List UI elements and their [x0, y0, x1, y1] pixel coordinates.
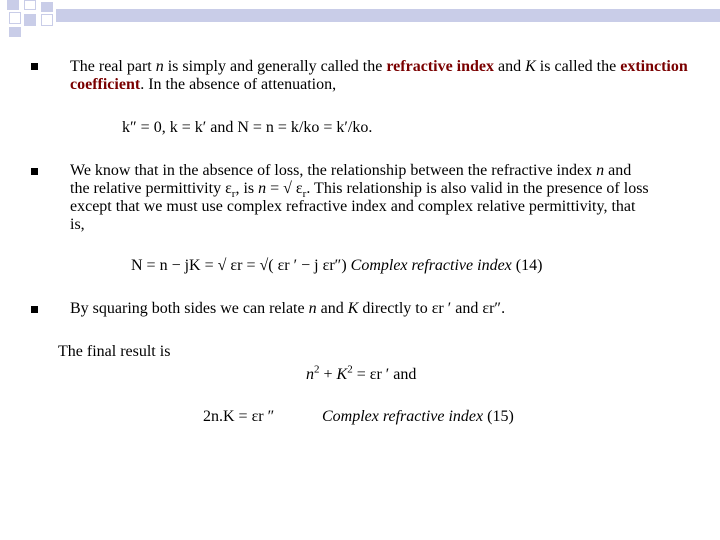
- text: . In the absence of attenuation,: [140, 76, 337, 93]
- exponent: 2: [314, 363, 320, 376]
- equation-15: [322, 408, 514, 426]
- symbol-n: n: [258, 180, 267, 197]
- text: directly to εr ′ and εr″.: [358, 300, 506, 317]
- equation-rhs: = εr ′ and: [352, 366, 417, 383]
- text: is called the: [535, 58, 621, 75]
- equation-number: (15): [487, 408, 514, 425]
- text: and the relative permittivity: [70, 162, 632, 197]
- equation-lhs: N = n − jK = √ εr = √( εr ′ − j εr″): [131, 257, 347, 274]
- paragraph-refractive-index: [70, 58, 690, 94]
- deco-square: [41, 14, 53, 26]
- final-result-text: The final result is: [58, 343, 171, 360]
- subscript-r: r: [231, 188, 236, 201]
- text: The real part: [70, 58, 156, 75]
- deco-square: [41, 2, 53, 12]
- symbol-epsilon: ε: [225, 180, 232, 197]
- term-extinction-coefficient: extinction coefficient: [70, 58, 688, 93]
- symbol-n: n: [596, 162, 605, 179]
- deco-square: [9, 12, 21, 24]
- header-decoration: [0, 0, 720, 40]
- symbol-K: K: [347, 300, 359, 317]
- plus: +: [319, 366, 337, 383]
- header-bar: [56, 9, 720, 22]
- symbol-K: K: [336, 366, 348, 383]
- text: and: [316, 300, 348, 317]
- deco-square: [7, 0, 19, 10]
- bullet-marker: [31, 306, 38, 313]
- equation-n2-K2: [306, 363, 417, 384]
- deco-square: [9, 27, 21, 37]
- text: and: [494, 58, 526, 75]
- text: is simply and generally called the: [163, 58, 387, 75]
- exponent: 2: [347, 363, 353, 376]
- equation-14: [131, 257, 542, 275]
- term-refractive-index: refractive index: [386, 58, 495, 75]
- text: . This relationship is also valid in the presence of loss except that we must use complex refractive index and complex relative permittivity, that is,: [70, 180, 649, 233]
- deco-square: [24, 14, 36, 26]
- symbol-n: n: [308, 300, 317, 317]
- equation-15-lhs: 2n.K = εr ″: [203, 408, 275, 425]
- deco-square: [24, 0, 36, 10]
- subscript-r: r: [302, 188, 307, 201]
- equation-label: Complex refractive index: [322, 408, 484, 425]
- symbol-n: n: [155, 58, 164, 75]
- text: By squaring both sides we can relate: [70, 300, 309, 317]
- equation-label: Complex refractive index: [350, 257, 512, 274]
- paragraph-squaring: [70, 300, 690, 318]
- equation-1: k″ = 0, k = k′ and N = n = k/ko = k′/ko.: [122, 119, 373, 136]
- bullet-marker: [31, 168, 38, 175]
- equation-number: (14): [515, 257, 543, 274]
- paragraph-permittivity: [70, 162, 650, 234]
- text: = √ ε: [266, 180, 303, 197]
- text: We know that in the absence of loss, the relationship between the refractive index: [70, 162, 597, 179]
- text: , is: [235, 180, 259, 197]
- symbol-n: n: [306, 366, 314, 383]
- symbol-K: K: [525, 58, 536, 75]
- bullet-marker: [31, 63, 38, 70]
